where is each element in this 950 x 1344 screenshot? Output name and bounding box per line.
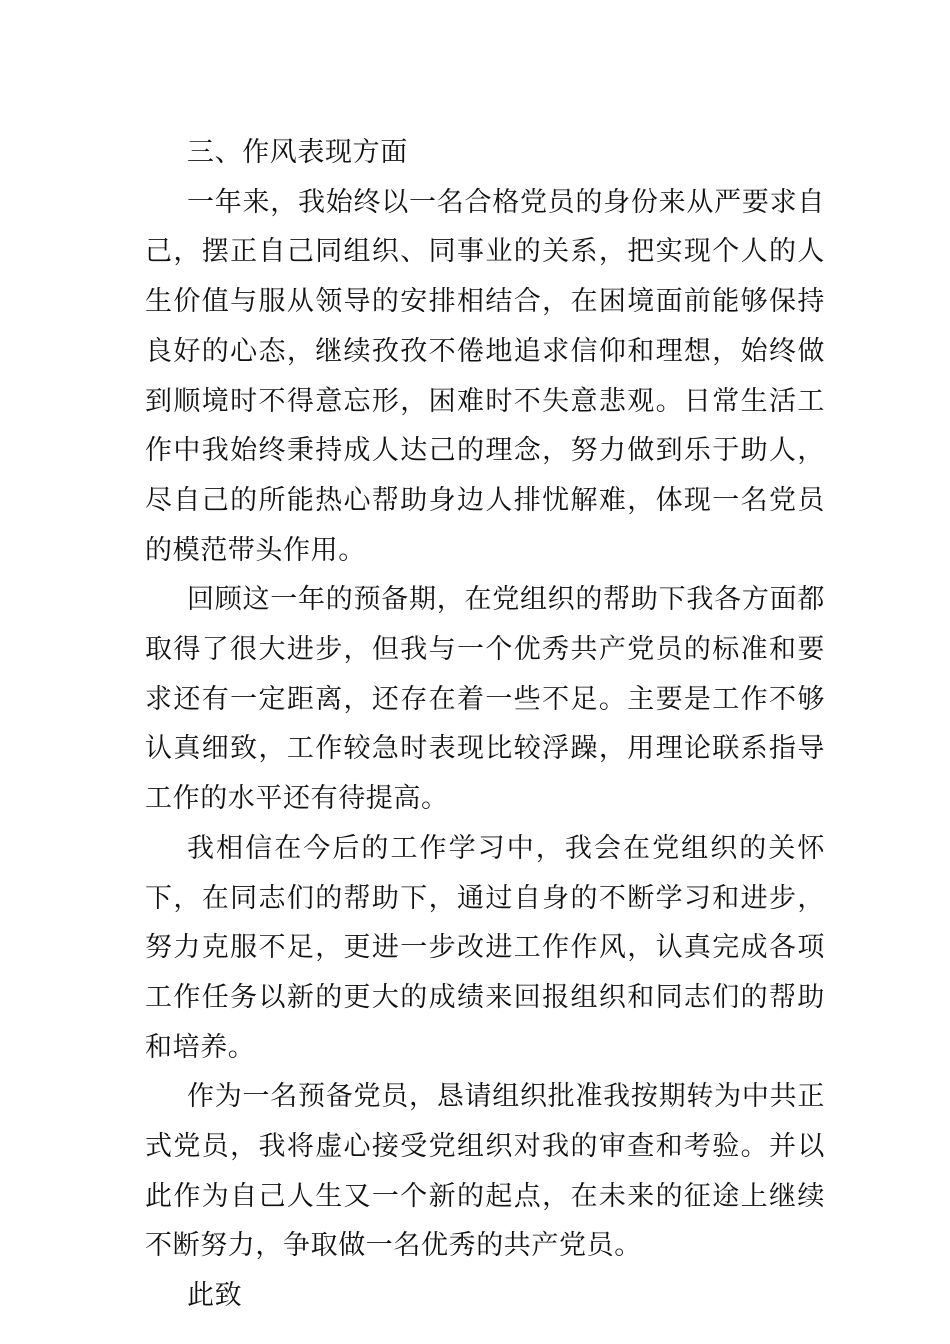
closing-salutation: 此致	[187, 1280, 243, 1312]
paragraph-conduct: 一年来，我始终以一名合格党员的身份来从严要求自己，摆正自己同组织、同事业的关系，把实现个人的人生价值与服从领导的安排相结合，在困境面前能够保持良好的心态，继续孜孜不倦地追求信仰和理想，始终做到顺境时不得意忘形，困难时不失意悲观。日常生活工作中我始终秉持成人达己的理念，努力做到乐于助人，尽自己的所能热心帮助身边人排忧解难，体现一名党员的模范带头作用。	[145, 186, 825, 566]
paragraph-commitment: 我相信在今后的工作学习中，我会在党组织的关怀下，在同志们的帮助下，通过自身的不断学习和进步，努力克服不足，更进一步改进工作作风，认真完成各项工作任务以新的更大的成绩来回报组织和同志们的帮助和培养。	[145, 832, 825, 1063]
document-body	[145, 128, 825, 1321]
paragraph-review: 回顾这一年的预备期，在党组织的帮助下我各方面都取得了很大进步，但我与一个优秀共产党员的标准和要求还有一定距离，还存在着一些不足。主要是工作不够认真细致，工作较急时表现比较浮躁，用理论联系指导工作的水平还有待提高。	[145, 584, 825, 815]
paragraph-request: 作为一名预备党员，恳请组织批准我按期转为中共正式党员，我将虚心接受党组织对我的审查和考验。并以此作为自己人生又一个新的起点，在未来的征途上继续不断努力，争取做一名优秀的共产党员。	[145, 1081, 825, 1262]
section-heading: 三、作风表现方面	[187, 137, 408, 168]
